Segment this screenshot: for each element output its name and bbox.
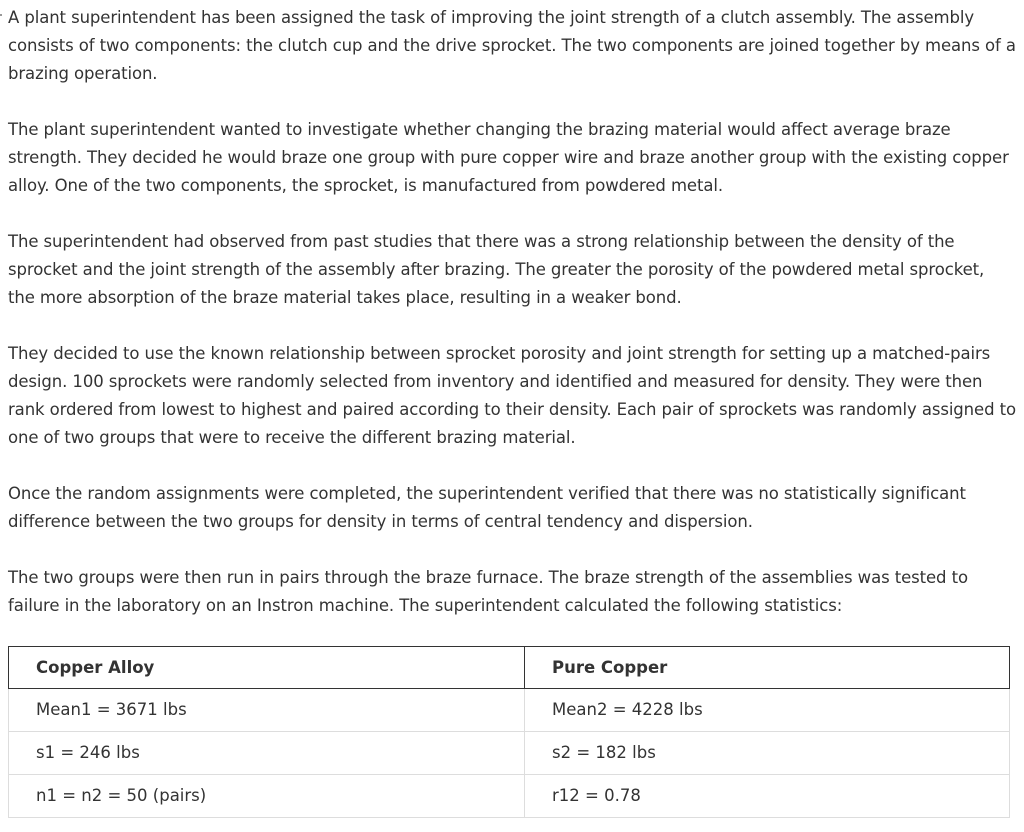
cell-mean1: Mean1 = 3671 lbs: [9, 689, 525, 732]
paragraph-relationship: The superintendent had observed from past studies that there was a strong relationship between the density of the sprocket and the joint strength of the assembly after brazing. The greater the porosity of the powdered metal sprocket, the more absorption of the braze material takes place, resulting in a weaker bond.: [8, 232, 985, 307]
margin-mark: [0, 14, 2, 16]
paragraph-intro: A plant superintendent has been assigned the task of improving the joint strength of a clutch assembly. The assembly consists of two components: the clutch cup and the drive sprocket. The two components are joined together by means of a brazing operation.: [8, 8, 1016, 83]
header-pure-copper: Pure Copper: [525, 647, 1010, 689]
cell-r12: r12 = 0.78: [525, 775, 1010, 818]
cell-s1: s1 = 246 lbs: [9, 732, 525, 775]
header-copper-alloy: Copper Alloy: [9, 647, 525, 689]
table-row: [9, 689, 1010, 732]
cell-mean2: Mean2 = 4228 lbs: [525, 689, 1010, 732]
statistics-table: [8, 646, 1010, 818]
cell-n: n1 = n2 = 50 (pairs): [9, 775, 525, 818]
paragraph-verification: Once the random assignments were completed, the superintendent verified that there was no statistically significant difference between the two groups for density in terms of central tendency and dispersion.: [8, 484, 966, 531]
cell-s2: s2 = 182 lbs: [525, 732, 1010, 775]
paragraph-statistics: The two groups were then run in pairs through the braze furnace. The braze strength of the assemblies was tested to failure in the laboratory on an Instron machine. The superintendent calculated the following statistics:: [8, 568, 968, 615]
table-row: [9, 732, 1010, 775]
table-header-row: [9, 647, 1010, 689]
problem-text: [8, 4, 1016, 620]
paragraph-investigation: The plant superintendent wanted to investigate whether changing the brazing material would affect average braze strength. They decided he would braze one group with pure copper wire and braze another group with the existing copper alloy. One of the two components, the sprocket, is manufactured from powdered metal.: [8, 120, 1009, 195]
table-row: [9, 775, 1010, 818]
paragraph-design: They decided to use the known relationship between sprocket porosity and joint strength for setting up a matched-pairs design. 100 sprockets were randomly selected from inventory and identified and measured for density. They were then rank ordered from lowest to highest and paired according to their density. Each pair of sprockets was randomly assigned to one of two groups that were to receive the different brazing material.: [8, 344, 1016, 447]
